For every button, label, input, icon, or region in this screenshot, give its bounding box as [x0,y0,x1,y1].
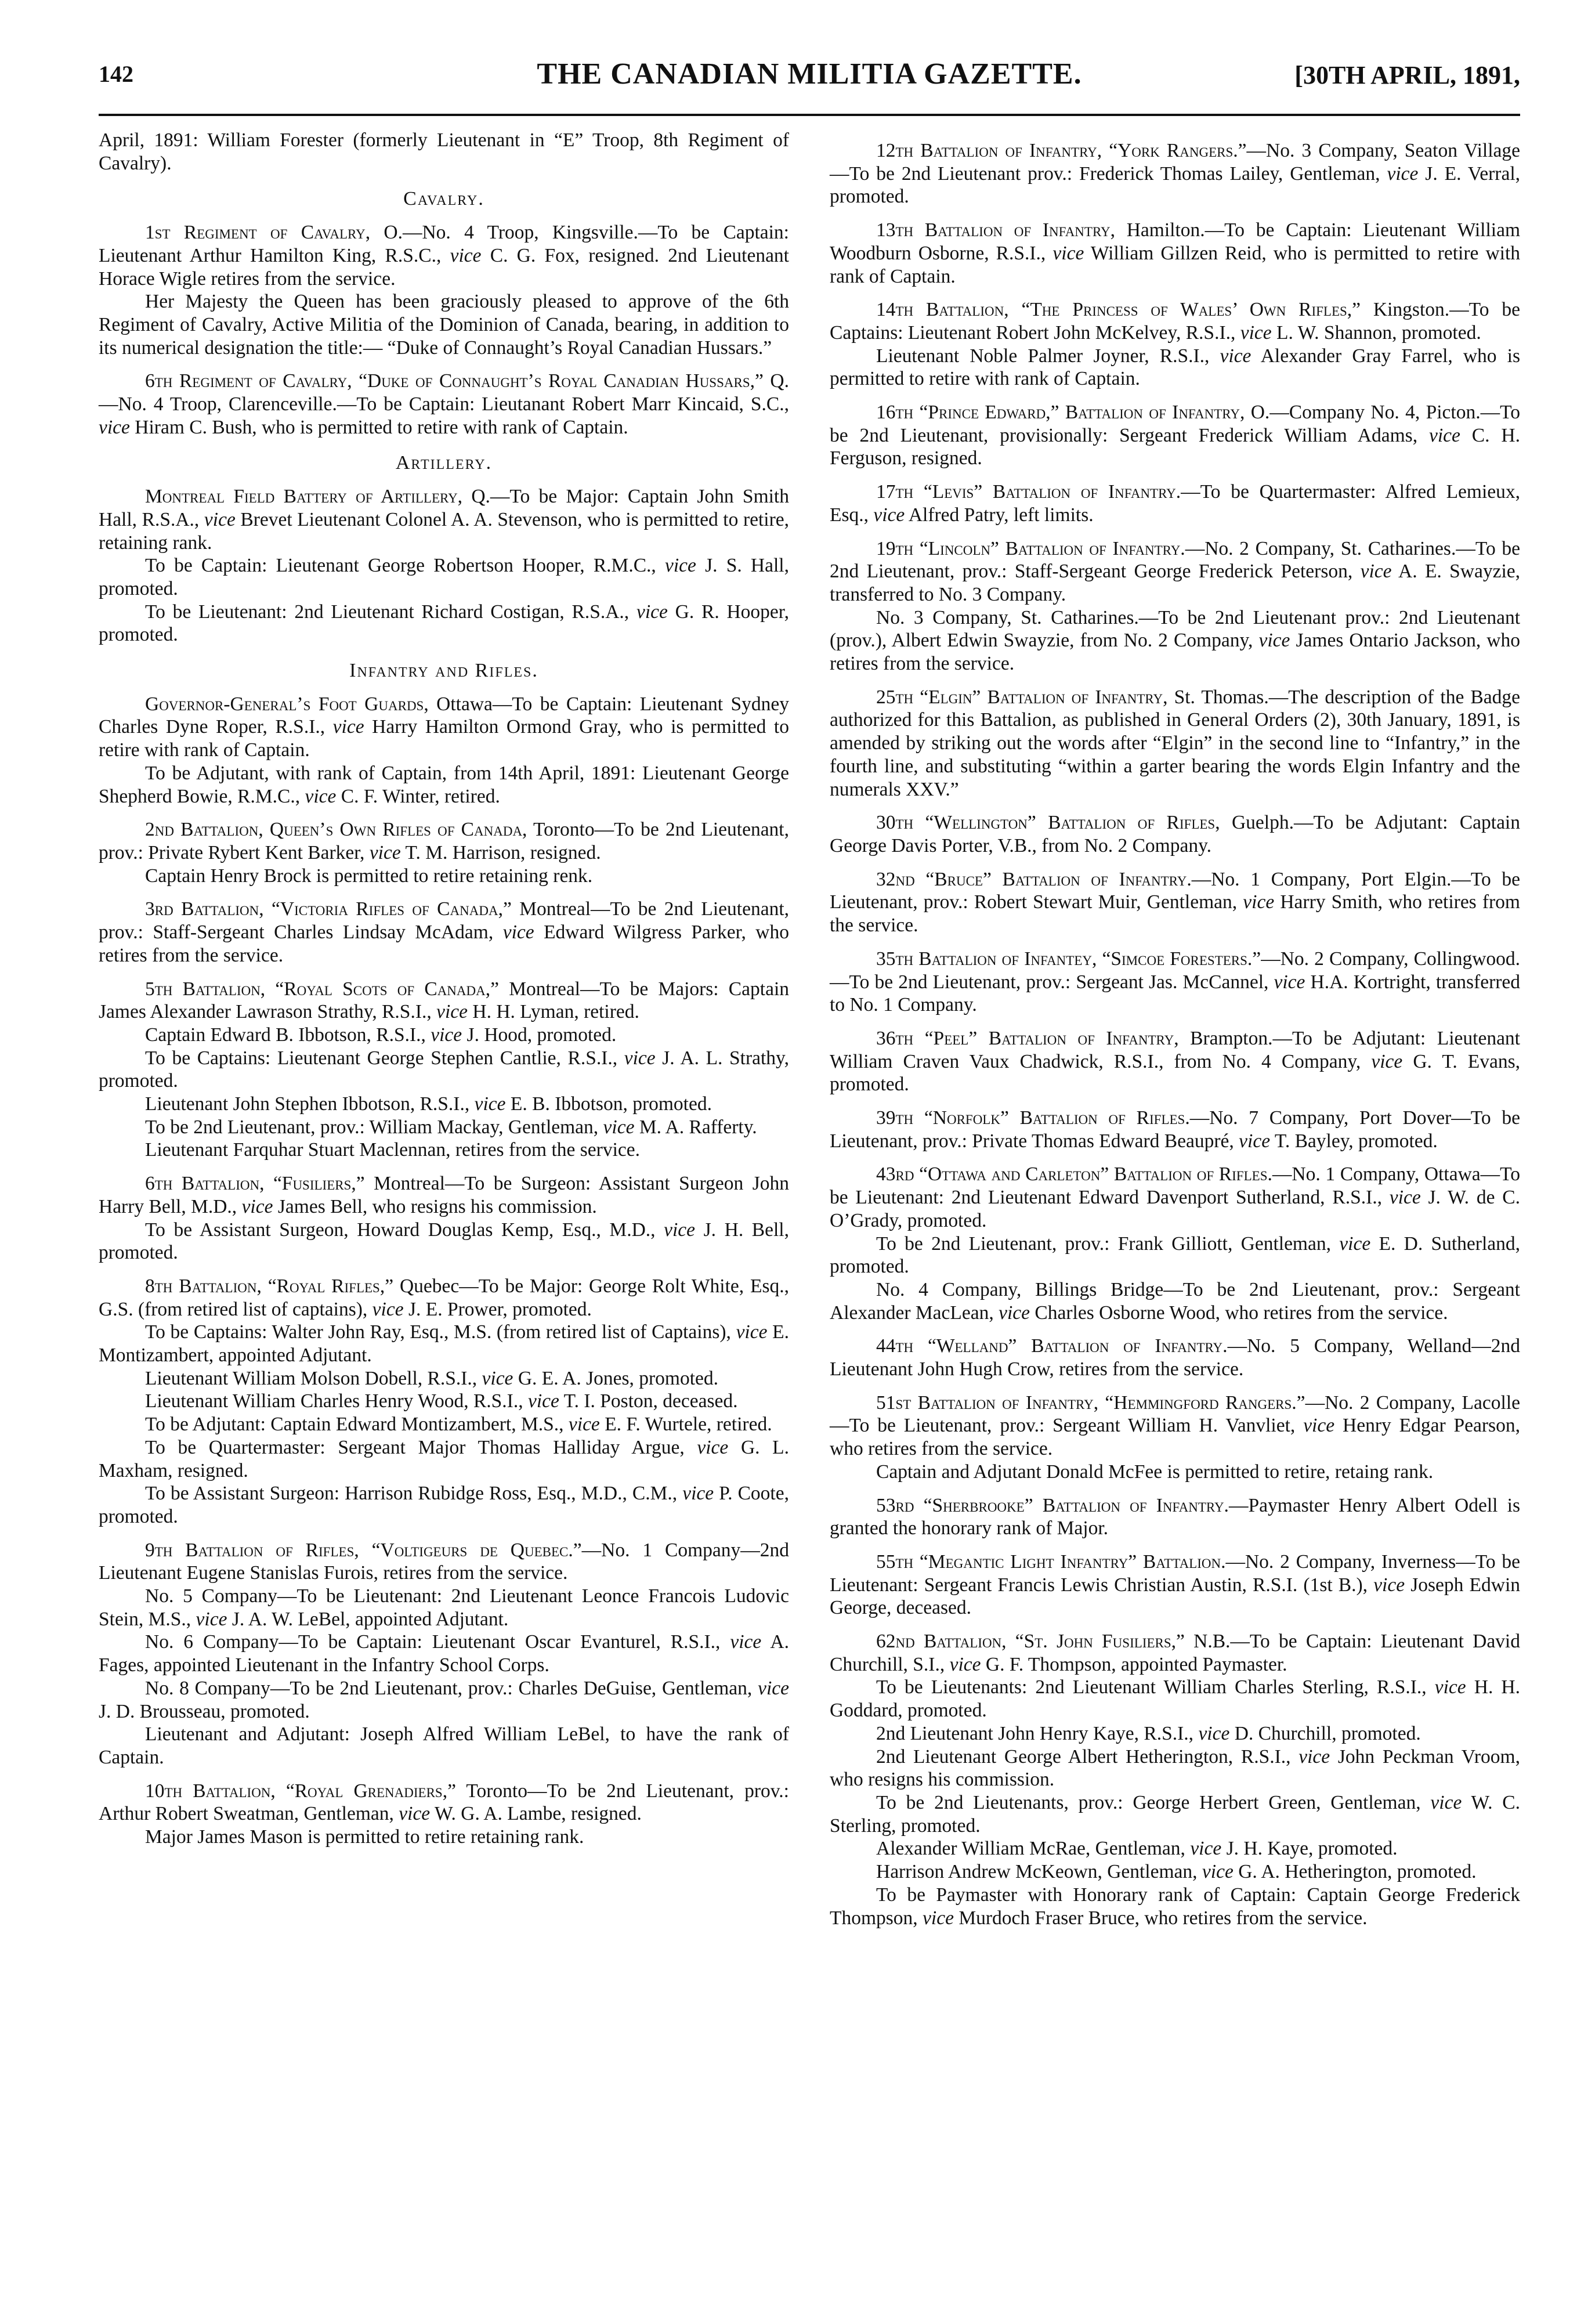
notice-paragraph: 2nd Lieutenant John Henry Kaye, R.S.I., vice D. Churchill, promoted. [876,1722,1421,1744]
notice-text: Ottawa—To be Captain: Lieutenant Sydney Charles Dyne Roper, R.S.I., vice Harry Hamilton Ormond Gray, who is permitted to retire with rank of Captain. [99,693,789,761]
notice-paragraph: No. 3 Company, St. Catharines.—To be 2nd Lieutenant prov.: 2nd Lieutenant (prov.), Albert Edwin Swayzie, from No. 2 Company, vice James Ontario Jackson, who retires from the service. [830,606,1520,675]
notice-paragraph: To be Captains: Walter John Ray, Esq., M.S. (from retired list of Captains), vice E. Montizambert, appointed Adjutant. [99,1321,789,1367]
notice-paragraph [99,370,789,439]
notice-text: —No. 2 Company, Inverness—To be Lieutenant: Sergeant Francis Lewis Christian Austin, R.S.I. (1st B.), vice Joseph Edwin George, deceased. [830,1550,1521,1619]
notice-paragraph: Lieutenant and Adjutant: Joseph Alfred William LeBel, to have the rank of Captain. [99,1723,789,1768]
unit-name: 35th Battalion of Infantey, “Simcoe Foresters.” [876,948,1261,970]
notice-text: Quebec—To be Major: George Rolt White, Esq., G.S. (from retired list of captains), vice J. E. Prower, promoted. [99,1275,789,1320]
notice-paragraph [830,1630,1520,1676]
page-header [99,57,1520,113]
unit-name: 43rd “Ottawa and Carleton” Battalion of Rifles. [876,1163,1272,1186]
notice-paragraph [830,948,1520,1017]
notice-paragraph: Captain Edward B. Ibbotson, R.S.I., vice J. Hood, promoted. [145,1024,617,1046]
notice-paragraph [99,978,789,1024]
notice-text: St. Thomas.—The description of the Badge authorized for this Battalion, as published in General Orders (2), 30th January, 1891, is amended by striking out the words after “Elgin” in the second line to “Infantry,” in the fourth line, and substituting “within a garter bearing the words Elgin Infantry and the numerals XXV.” [830,686,1520,800]
unit-name: 16th “Prince Edward,” Battalion of Infantry, [876,402,1245,424]
page-number: 142 [99,61,133,87]
notice-text: Montreal—To be Surgeon: Assistant Surgeon John Harry Bell, M.D., vice James Bell, who resigns his commission. [99,1173,789,1217]
unit-name: 51st Battalion of Infantry, “Hemmingford Rangers.” [876,1391,1305,1414]
unit-name: 6th Regiment of Cavalry, “Duke of Connaught’s Royal Canadian Hussars,” [145,370,764,392]
notice-text: —Paymaster Henry Albert Odell is granted the honorary rank of Major. [830,1494,1520,1539]
notice-paragraph: Major James Mason is permitted to retire retaining rank. [145,1826,584,1848]
notice-text: O.—No. 4 Troop, Kingsville.—To be Captain: Lieutenant Arthur Hamilton King, R.S.C., vice C. G. Fox, resigned. 2nd Lieutenant Horace Wigle retires from the service. [99,222,789,290]
notice-paragraph [99,898,789,967]
notice-paragraph [99,221,789,290]
notice-text: Toronto—To be 2nd Lieutenant, prov.: Arthur Robert Sweatman, Gentleman, vice W. G. A. Lambe, resigned. [99,1780,789,1825]
notice-paragraph: To be Captains: Lieutenant George Stephen Cantlie, R.S.I., vice J. A. L. Strathy, promoted. [99,1047,789,1092]
notice-paragraph: Alexander William McRae, Gentleman, vice J. H. Kaye, promoted. [876,1838,1398,1860]
notice-paragraph: To be Quartermaster: Sergeant Major Thomas Halliday Argue, vice G. L. Maxham, resigned. [99,1436,790,1481]
notice-text: —No. 7 Company, Port Dover—To be Lieutenant, prov.: Private Thomas Edward Beaupré, vice T. Bayley, promoted. [830,1107,1521,1152]
section-heading: Artillery. [395,452,493,474]
notice-text: —No. 2 Company, St. Catharines.—To be 2nd Lieutenant, prov.: Staff-Sergeant George Frederick Peterson, vice A. E. Swayzie, transferred to No. 3 Company. [830,537,1520,605]
notice-paragraph [830,1027,1520,1096]
notice-paragraph [830,537,1520,606]
notice-paragraph [99,1539,789,1585]
notice-paragraph: To be Lieutenants: 2nd Lieutenant William Charles Sterling, R.S.I., vice H. H. Goddard, promoted. [830,1676,1520,1722]
notice-paragraph: No. 5 Company—To be Lieutenant: 2nd Lieutenant Leonce Francois Ludovic Stein, M.S., vice J. A. W. LeBel, appointed Adjutant. [99,1585,789,1630]
notice-paragraph: Lieutenant Farquhar Stuart Maclennan, retires from the service. [145,1139,640,1161]
notice-paragraph: To be Adjutant: Captain Edward Montizambert, M.S., vice E. F. Wurtele, retired. [145,1414,772,1436]
notice-text: —No. 2 Company, Lacolle—To be Lieutenant, prov.: Sergeant William H. Vanvliet, vice Henry Edgar Pearson, who retires from the service. [830,1391,1520,1460]
notice-paragraph: To be Lieutenant: 2nd Lieutenant Richard Costigan, R.S.A., vice G. R. Hooper, promoted. [99,601,789,646]
section-heading: Infantry and Rifles. [349,660,538,682]
notice-text: —No. 1 Company, Ottawa—To be Lieutenant: 2nd Lieutenant Edward Davenport Sutherland, R.S.I., vice J. W. de C. O’Grady, promoted. [830,1163,1520,1231]
header-rule [99,114,1520,116]
notice-text: Montreal—To be 2nd Lieutenant, prov.: Staff-Sergeant Charles Lindsay McAdam, vice Edward Wilgress Parker, who retires from the service. [99,898,790,966]
unit-name: 8th Battalion, “Royal Rifles,” [145,1275,394,1297]
notice-paragraph [830,1163,1520,1232]
notice-paragraph: Lieutenant John Stephen Ibbotson, R.S.I., vice E. B. Ibbotson, promoted. [145,1093,712,1115]
notice-paragraph [830,1107,1520,1152]
right-column [830,129,1520,1929]
notice-text: —To be Quartermaster: Alfred Lemieux, Esq., vice Alfred Patry, left limits. [830,481,1521,526]
unit-name: 6th Battalion, “Fusiliers,” [145,1173,365,1195]
notice-paragraph: 2nd Lieutenant George Albert Hetherington, R.S.I., vice John Peckman Vroom, who resigns his commission. [830,1745,1520,1791]
notice-paragraph [99,693,789,762]
notice-paragraph [830,1494,1520,1540]
notice-paragraph [830,401,1520,470]
unit-name: 32nd “Bruce” Battalion of Infantry. [876,868,1192,890]
notice-paragraph: To be Captain: Lieutenant George Robertson Hooper, R.M.C., vice J. S. Hall, promoted. [99,555,789,599]
unit-name: 5th Battalion, “Royal Scots of Canada,” [145,978,499,1000]
notice-text: Montreal—To be Majors: Captain James Alexander Lawrason Strathy, R.S.I., vice H. H. Lyman, retired. [99,978,789,1023]
notice-paragraph [830,298,1520,344]
notice-text: Guelph.—To be Adjutant: Captain George Davis Porter, V.B., from No. 2 Company. [830,812,1520,856]
notice-paragraph: Lieutenant Noble Palmer Joyner, R.S.I., vice Alexander Gray Farrel, who is permitted to retire with rank of Captain. [830,345,1520,390]
notice-paragraph: Captain and Adjutant Donald McFee is permitted to retire, retaing rank. [876,1461,1434,1483]
notice-paragraph [830,139,1520,208]
notice-paragraph [830,1391,1520,1461]
notice-text: —No. 2 Company, Collingwood.—To be 2nd Lieutenant, prov.: Sergeant Jas. McCannel, vice H.A. Kortright, transferred to No. 1 Company. [830,948,1521,1016]
unit-name: 44th “Welland” Battalion of Infantry. [876,1335,1228,1357]
notice-text: —No. 1 Company—2nd Lieutenant Eugene Stanislas Furois, retires from the service. [99,1539,789,1584]
notice-paragraph [99,1780,789,1826]
notice-text: Toronto—To be 2nd Lieutenant, prov.: Private Rybert Kent Barker, vice T. M. Harrison, resigned. [99,819,789,863]
unit-name: Governor-General’s Foot Guards, [145,693,429,715]
notice-text: —No. 3 Company, Seaton Village—To be 2nd Lieutenant prov.: Frederick Thomas Lailey, Gentleman, vice J. E. Verral, promoted. [830,140,1521,208]
notice-paragraph [99,485,789,554]
notice-text: —No. 1 Company, Port Elgin.—To be Lieutenant, prov.: Robert Stewart Muir, Gentleman, vice Harry Smith, who retires from the service. [830,868,1521,937]
notice-paragraph [99,1172,789,1218]
notice-paragraph [830,686,1520,801]
notice-paragraph [830,1335,1520,1380]
notice-text: Brampton.—To be Adjutant: Lieutenant William Craven Vaux Chadwick, R.S.I., from No. 4 Company, vice G. T. Evans, promoted. [830,1027,1520,1096]
notice-paragraph: Harrison Andrew McKeown, Gentleman, vice G. A. Hetherington, promoted. [876,1861,1477,1883]
notice-paragraph [830,480,1520,526]
unit-name: 12th Battalion of Infantry, “York Rangers.” [876,140,1247,161]
notice-paragraph: No. 6 Company—To be Captain: Lieutenant Oscar Evanturel, R.S.I., vice A. Fages, appointed Lieutenant in the Infantry School Corps. [99,1631,789,1676]
publication-title: THE CANADIAN MILITIA GAZETTE. [537,57,1082,91]
notice-paragraph: To be 2nd Lieutenants, prov.: George Herbert Green, Gentleman, vice W. C. Sterling, promoted. [830,1792,1520,1837]
unit-name: Montreal Field Battery of Artillery, [145,486,463,508]
unit-name: 19th “Lincoln” Battalion of Infantry. [876,537,1185,559]
left-column [99,129,789,1849]
unit-name: 1st Regiment of Cavalry, [145,222,371,244]
unit-name: 25th “Elgin” Battalion of Infantry, [876,686,1168,708]
notice-paragraph: No. 4 Company, Billings Bridge—To be 2nd Lieutenant, prov.: Sergeant Alexander MacLean, vice Charles Osborne Wood, who retires from the service. [830,1278,1520,1324]
notice-paragraph: April, 1891: William Forester (formerly Lieutenant in “E” Troop, 8th Regiment of Cavalry). [99,129,789,174]
notice-text: O.—Company No. 4, Picton.—To be 2nd Lieutenant, provisionally: Sergeant Frederick William Adams, vice C. H. Ferguson, resigned. [830,402,1520,469]
notice-paragraph: To be Assistant Surgeon, Howard Douglas Kemp, Esq., M.D., vice J. H. Bell, promoted. [99,1219,789,1264]
unit-name: 13th Battalion of Infantry, [876,219,1116,241]
unit-name: 3rd Battalion, “Victoria Rifles of Canada,” [145,898,512,920]
unit-name: 39th “Norfolk” Battalion of Rifles. [876,1107,1190,1129]
notice-text: Kingston.—To be Captains: Lieutenant Robert John McKelvey, R.S.I., vice L. W. Shannon, promoted. [830,299,1520,344]
notice-paragraph [830,1550,1520,1620]
notice-paragraph: To be Assistant Surgeon: Harrison Rubidge Ross, Esq., M.D., C.M., vice P. Coote, promoted. [99,1483,789,1527]
notice-paragraph [99,818,789,864]
notice-paragraph [830,868,1520,937]
unit-name: 9th Battalion of Rifles, “Voltigeurs de Quebec.” [145,1539,582,1561]
unit-name: 62nd Battalion, “St. John Fusiliers,” [876,1631,1185,1653]
notice-paragraph [830,811,1520,857]
notice-text: N.B.—To be Captain: Lieutenant David Churchill, S.I., vice G. F. Thompson, appointed Paymaster. [830,1631,1520,1675]
unit-name: 2nd Battalion, Queen’s Own Rifles of Canada, [145,819,527,841]
notice-text: Hamilton.—To be Captain: Lieutenant William Woodburn Osborne, R.S.I., vice William Gillzen Reid, who is permitted to retire with rank of Captain. [830,219,1521,287]
unit-name: 10th Battalion, “Royal Grenadiers,” [145,1780,456,1802]
notice-paragraph: To be 2nd Lieutenant, prov.: William Mackay, Gentleman, vice M. A. Rafferty. [145,1116,757,1138]
unit-name: 53rd “Sherbrooke” Battalion of Infantry. [876,1494,1229,1516]
notice-paragraph: Lieutenant William Molson Dobell, R.S.I., vice G. E. A. Jones, promoted. [145,1367,719,1389]
notice-paragraph [830,219,1520,288]
notice-paragraph: To be Paymaster with Honorary rank of Captain: Captain George Frederick Thompson, vice Murdoch Fraser Bruce, who retires from the service. [830,1884,1520,1929]
notice-text: —No. 5 Company, Welland—2nd Lieutenant John Hugh Crow, retires from the service. [830,1335,1520,1380]
notice-paragraph [99,1275,789,1321]
notice-text: Q.—No. 4 Troop, Clarenceville.—To be Captain: Lieutanant Robert Marr Kincaid, S.C., vice Hiram C. Bush, who is permitted to retire with rank of Captain. [99,370,789,438]
notice-paragraph: No. 8 Company—To be 2nd Lieutenant, prov.: Charles DeGuise, Gentleman, vice J. D. Brousseau, promoted. [99,1677,789,1722]
section-heading: Cavalry. [403,188,484,210]
unit-name: 55th “Megantic Light Infantry” Battalion. [876,1550,1226,1573]
notice-paragraph: Captain Henry Brock is permitted to retire retaining renk. [145,865,593,887]
notice-text: Q.—To be Major: Captain John Smith Hall, R.S.A., vice Brevet Lieutenant Colonel A. A. Stevenson, who is permitted to retire, retaining rank. [99,486,789,554]
notice-paragraph: Her Majesty the Queen has been graciously pleased to approve of the 6th Regiment of Cavalry, Active Militia of the Dominion of Canada, bearing, in addition to its numerical designation the title:— “Duke of Connaught’s Royal Canadian Hussars.” [99,291,789,359]
unit-name: 14th Battalion, “The Princess of Wales’ Own Rifles,” [876,299,1361,321]
unit-name: 17th “Levis” Battalion of Infantry. [876,481,1181,503]
issue-date: [30TH APRIL, 1891, [1294,61,1520,89]
unit-name: 36th “Peel” Battalion of Infantry, [876,1027,1179,1049]
unit-name: 30th “Wellington” Battalion of Rifles, [876,812,1220,834]
notice-paragraph: To be 2nd Lieutenant, prov.: Frank Gilliott, Gentleman, vice E. D. Sutherland, promoted. [830,1233,1521,1278]
notice-paragraph: Lieutenant William Charles Henry Wood, R.S.I., vice T. I. Poston, deceased. [145,1390,738,1412]
notice-paragraph: To be Adjutant, with rank of Captain, from 14th April, 1891: Lieutenant George Shepherd Bowie, R.M.C., vice C. F. Winter, retired. [99,762,789,807]
